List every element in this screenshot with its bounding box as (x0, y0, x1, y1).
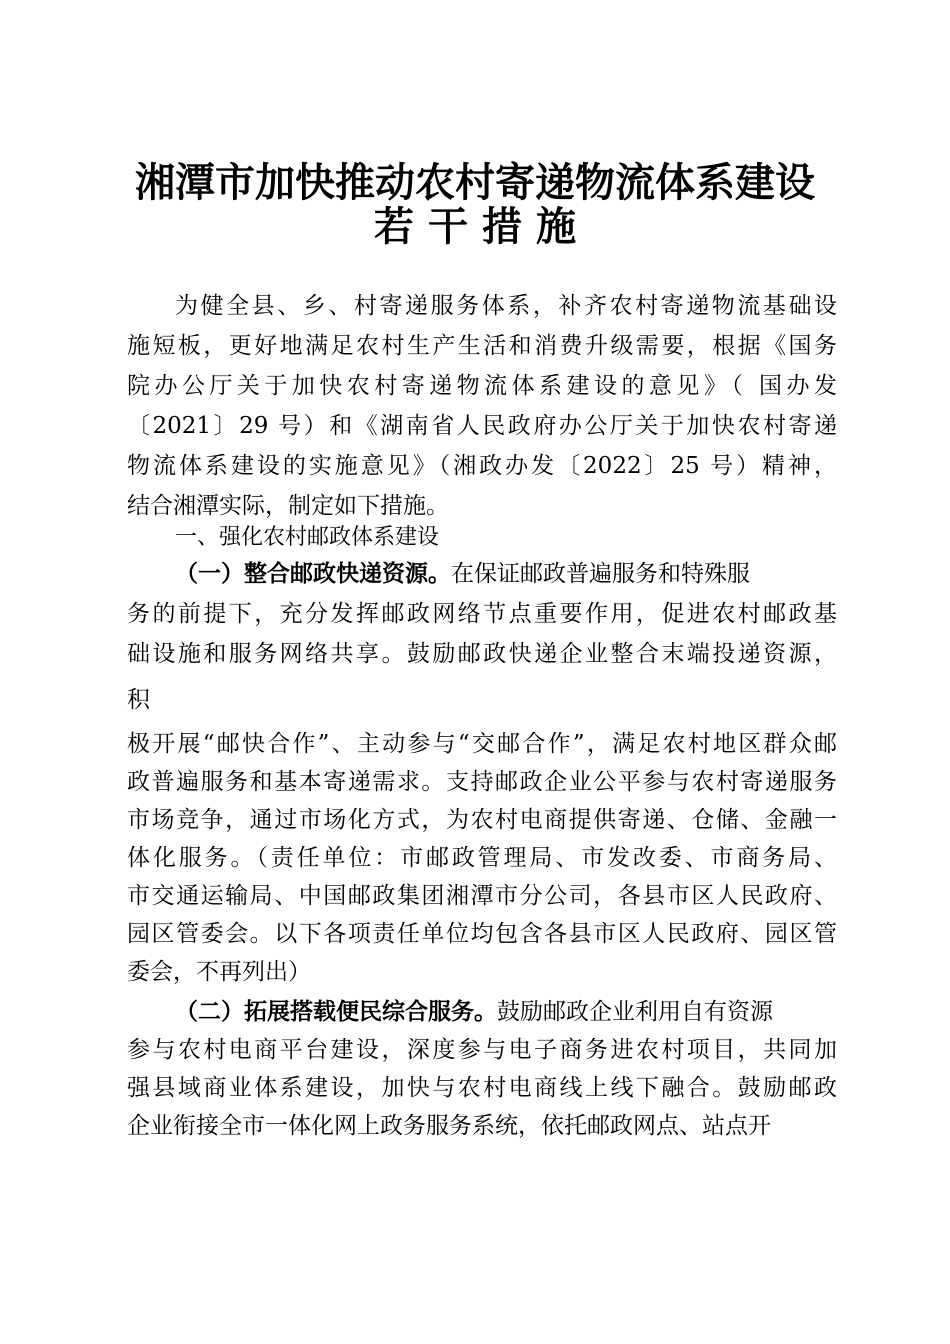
item-line: 市交通运输局、中国邮政集团湘潭市分公司，各县市区人民政府、 (127, 883, 837, 909)
intro-line: 院办公厅关于加快农村寄递物流体系建设的意见》（ 国办发 (127, 373, 837, 399)
item-line: 础设施和服务网络共享。鼓励邮政快递企业整合末端投递资源， (127, 641, 837, 667)
item-heading: （一）整合邮政快递资源。 (175, 561, 451, 587)
item-first-line (175, 996, 837, 1028)
item-line: 参与农村电商平台建设，深度参与电子商务进农村项目，共同加 (127, 1037, 837, 1063)
item-text: 鼓励邮政企业利用自有资源 (497, 999, 773, 1025)
item-line: 体化服务。（责任单位：市邮政管理局、市发改委、市商务局、 (127, 845, 837, 871)
intro-line: 物流体系建设的实施意见》（湘政办发〔2022〕25 号）精神， (127, 453, 837, 479)
item-first-line (175, 558, 837, 590)
item-line: 园区管委会。以下各项责任单位均包含各县市区人民政府、园区管 (127, 921, 837, 947)
item-line: 委会，不再列出） (127, 959, 311, 985)
item-line: 市场竞争，通过市场化方式，为农村电商提供寄递、仓储、金融一 (127, 807, 837, 833)
intro-line: 结合湘潭实际，制定如下措施。 (127, 493, 449, 519)
item-text: 在保证邮政普遍服务和特殊服 (451, 561, 750, 587)
item-line: 企业衔接全市一体化网上政务服务系统，依托邮政网点、站点开 (127, 1113, 771, 1139)
intro-line: 〔2021〕29 号）和《湖南省人民政府办公厅关于加快农村寄递 (127, 413, 837, 439)
item-line: 积 (127, 687, 150, 713)
item-line: 务的前提下，充分发挥邮政网络节点重要作用，促进农村邮政基 (127, 601, 837, 627)
intro-line: 为健全县、乡、村寄递服务体系，补齐农村寄递物流基础设 (175, 293, 837, 319)
item-heading: （二）拓展搭载便民综合服务。 (175, 999, 497, 1025)
document-title-line-2: 若干措施 (374, 203, 590, 250)
item-line: 极开展“邮快合作”、主动参与“交邮合作”，满足农村地区群众邮 (127, 731, 837, 757)
intro-line: 施短板，更好地满足农村生产生活和消费升级需要，根据《国务 (127, 333, 837, 359)
item-line: 政普遍服务和基本寄递需求。支持邮政企业公平参与农村寄递服务 (127, 769, 837, 795)
section-heading: 一、强化农村邮政体系建设 (175, 525, 440, 550)
document-title-line-1: 湘潭市加快推动农村寄递物流体系建设 (135, 159, 815, 206)
item-line: 强县域商业体系建设，加快与农村电商线上线下融合。鼓励邮政 (127, 1075, 837, 1101)
